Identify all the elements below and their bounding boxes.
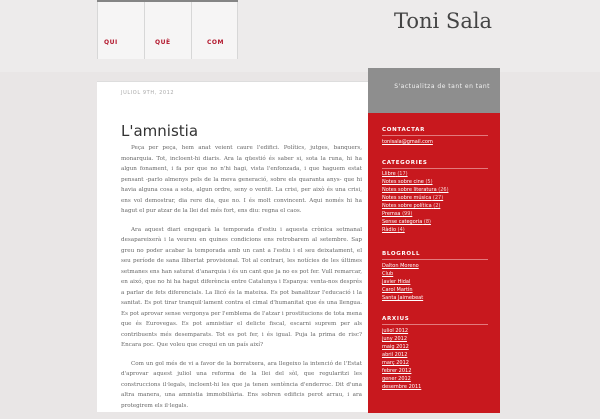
arxius-heading: ARXIUS	[382, 316, 410, 322]
categories-heading: CATEGORIES	[382, 160, 428, 166]
nav-divider	[191, 2, 192, 59]
category-label[interactable]: Llibre	[382, 171, 396, 177]
category-item[interactable]	[382, 195, 443, 201]
blogroll-heading: BLOGROLL	[382, 251, 421, 257]
category-label[interactable]: Notes sobre cine	[382, 179, 424, 185]
blogroll-item[interactable]: Dalton Moreno	[382, 263, 419, 269]
sidebar-widgets	[368, 113, 500, 413]
archive-item[interactable]: març 2012	[382, 360, 409, 366]
category-item[interactable]	[382, 179, 433, 185]
category-label[interactable]: Notes sobre música	[382, 195, 432, 201]
post-paragraph: Peça per peça, hem anat veient caure l'edifici. Polítics, jutges, banquers, monarquia. Tot, incloent-hi diaris. Ara la qüestió és saber si, sota la runa, hi ha algun fonament, i fa por que no n'hi hagi, vista l'enfonzada, i que haguem estat pensant -parlo almenys pels de la meva generació, sobre els quaranta anys- que hi havia alguna cosa a sota, algun ordre, seny o ventit. La crisi, per això és una crisi, ens vol demostrar, dia rere dia, que no. I és molt convincent. Aqui només hi ha hagut el pur atzar de la llei del més fort, ens diu: regna el caos.	[121, 145, 362, 214]
tagline-box	[368, 68, 500, 113]
header	[0, 0, 600, 72]
category-label[interactable]: Notes sobre política	[382, 203, 432, 209]
category-count: (4)	[397, 227, 405, 233]
post-title[interactable]: L'amnistia	[121, 122, 199, 140]
category-item[interactable]	[382, 187, 449, 193]
sidebar	[368, 68, 500, 408]
site-tagline: S'actualitza de tant en tant	[394, 83, 490, 90]
blogroll-item[interactable]: Carol Martín	[382, 287, 413, 293]
category-label[interactable]: Sense categoria	[382, 219, 423, 225]
category-count: (2)	[433, 203, 441, 209]
category-item[interactable]	[382, 219, 431, 225]
divider	[382, 259, 488, 260]
nav-divider	[237, 2, 238, 59]
archive-item[interactable]: febrer 2012	[382, 368, 412, 374]
category-label[interactable]: Premsa	[382, 211, 401, 217]
archive-item[interactable]: desembre 2011	[382, 384, 422, 390]
nav-item-que[interactable]: QUÈ	[155, 39, 171, 46]
post-container	[97, 81, 368, 412]
category-count: (8)	[423, 219, 431, 225]
category-count: (27)	[432, 195, 444, 201]
archive-item[interactable]: juliol 2012	[382, 328, 409, 334]
divider	[382, 135, 488, 136]
post-paragraph: Ara aquest diari engegarà la temporada d'estiu i aquesta crònica setmanal desapareixerà i la veureu en quines condicions ens retrobarem al setembre. Sap greu no poder acabar la temporada amb un cant a l'estiu i el seu deixatament, el seu període de sana llibertat provisional. Tot al contrari, les notícies de les últimes setmanes ens han saturat d'anarquia i és un cant que ja no es pot fer. Vull remarcar, en aixó, que no hi ha hagut diferència entre Catalunya i Espanya: venta-nos després a parlar de fets diferencials. La llicó és la mateixa. Es pot banalitzar l'educació i la sanitat. Es pot tirar tranquil·lament contra el cimal d'humanitat que és una llengua. Es pot aprovar sense vergonya per l'emblema de l'atzar i prostitucions de tota mena que és Eurovegas. Es pot amnistiar el delicte fiscal, escarni suprem per als contribuents més desemparats. Tot es pot fer, i és igual. Puja la prima de risc? Encara poc. Que voleu que crequi en un país així?	[121, 226, 362, 348]
post-date: JULIOL 9TH, 2012	[121, 90, 175, 96]
blogroll-item[interactable]: Javier Hidal	[382, 279, 411, 285]
category-count: (17)	[397, 171, 408, 177]
nav-item-qui[interactable]: QUI	[104, 39, 118, 46]
archive-item[interactable]: maig 2012	[382, 344, 409, 350]
post-body	[121, 143, 362, 419]
category-count: (26)	[438, 187, 449, 193]
category-item[interactable]	[382, 211, 412, 217]
category-count: (99)	[402, 211, 413, 217]
contactar-heading: CONTACTAR	[382, 127, 426, 133]
category-item[interactable]	[382, 171, 408, 177]
archive-item[interactable]: juny 2012	[382, 336, 407, 342]
category-item[interactable]	[382, 203, 440, 209]
category-count: (5)	[425, 179, 433, 185]
category-label[interactable]: Ràdio	[382, 227, 397, 233]
blogroll-item[interactable]: Santa Jaimebeat	[382, 295, 424, 301]
archive-item[interactable]: abril 2012	[382, 352, 408, 358]
blogroll-item[interactable]: Club	[382, 271, 394, 277]
nav-divider	[144, 2, 145, 59]
nav-item-com[interactable]: COM	[207, 39, 224, 46]
contact-email-link[interactable]: tonisala@gmail.com	[382, 139, 433, 145]
site-title[interactable]: Toni Sala	[394, 9, 493, 33]
post-paragraph: Com un gol més de vi a favor de la borratxera, ara llegeixo la intenció de l'Estat d'aprovar aquest juliol una reforma de la llei del sòl, que regularitzi les construccions il·legals, incloent-hi les que ja tenen sentència d'enderroc. Dit d'una altra manera, una amnistia immobiliària. Ens sobren edificis perot arrau, i ara protegirem els il·legals.	[121, 360, 362, 409]
category-label[interactable]: Notes sobre literatura	[382, 187, 437, 193]
divider	[382, 324, 488, 325]
category-item[interactable]	[382, 227, 405, 233]
main-nav	[97, 0, 238, 59]
divider	[382, 168, 488, 169]
archive-item[interactable]: gener 2012	[382, 376, 411, 382]
nav-divider	[97, 2, 98, 59]
